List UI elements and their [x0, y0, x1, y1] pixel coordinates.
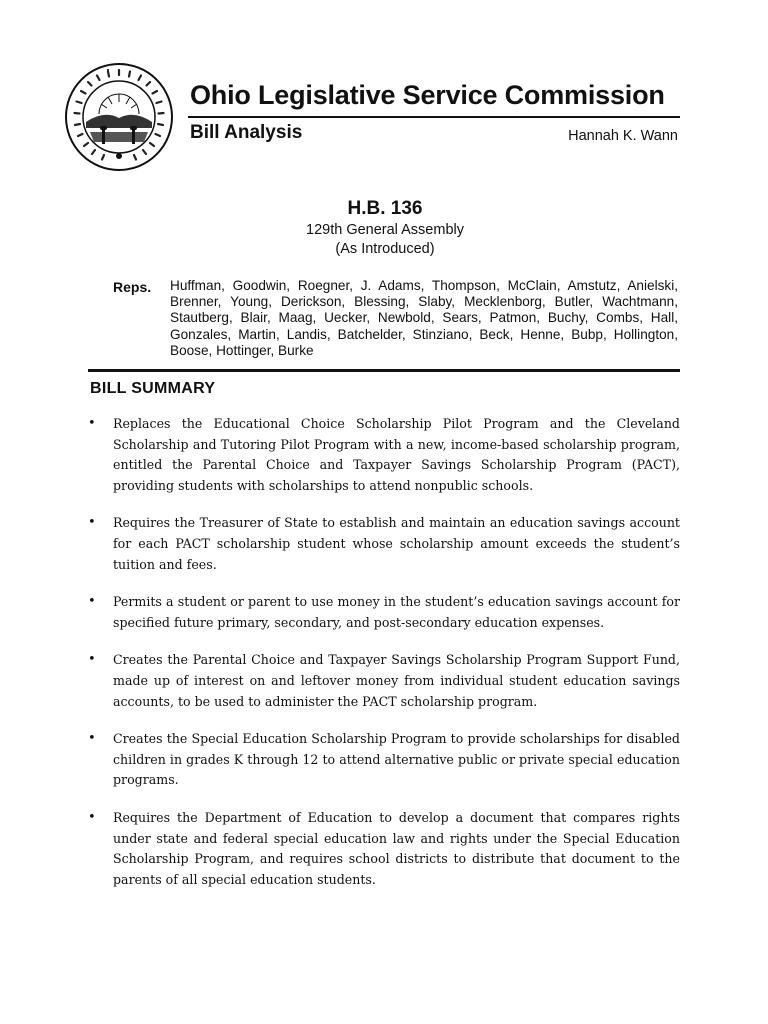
organization-title: Ohio Legislative Service Commission: [190, 80, 665, 110]
sponsors-list: Huffman, Goodwin, Roegner, J. Adams, Thompson, McClain, Amstutz, Anielski, Brenner, Young, Derickson, Blessing, Slaby, Mecklenborg, Butler, Wachtmann, Stautberg, Blair, Maag, Uecker, Newbold, Sears, Patmon, Buchy, Combs, Hall, Gonzales, Martin, Landis, Batchelder, Stinziano, Beck, Henne, Bubp, Hollington, Boose, Hottinger, Burke: [170, 278, 678, 358]
summary-item: [88, 808, 680, 890]
header-rule: [188, 116, 680, 118]
general-assembly: 129th General Assembly: [306, 222, 464, 238]
summary-item-text: Replaces the Educational Choice Scholarship Pilot Program and the Cleveland Scholarship and Tutoring Pilot Program with a new, income-based scholarship program, entitled the Parental Choice and Taxpayer Savings Scholarship Program (PACT), providing students with scholarships to attend nonpublic schools.: [113, 416, 680, 493]
summary-divider: [88, 369, 680, 372]
summary-item: [88, 729, 680, 791]
bullet-icon: •: [88, 515, 96, 531]
summary-heading: BILL SUMMARY: [90, 380, 216, 397]
summary-item: [88, 650, 680, 712]
summary-item-text: Creates the Special Education Scholarship Program to provide scholarships for disabled children in grades K through 12 to attend alternative public or private special education programs.: [113, 731, 680, 788]
bullet-icon: •: [88, 731, 96, 747]
summary-list: [88, 414, 680, 907]
summary-item-text: Creates the Parental Choice and Taxpayer Savings Scholarship Program Support Fund, made up of interest on and leftover money from individual student education savings accounts, to be used to administer the PACT scholarship program.: [113, 652, 680, 709]
bill-number: H.B. 136: [347, 198, 423, 219]
document-type: Bill Analysis: [190, 122, 303, 143]
sponsors-label: Reps.: [113, 279, 152, 295]
bullet-icon: •: [88, 416, 96, 431]
bill-identification: [190, 197, 580, 259]
summary-item-text: Permits a student or parent to use money in the student’s education savings account for specified future primary, secondary, and post-secondary education expenses.: [113, 594, 680, 630]
commission-seal-logo: [64, 62, 174, 172]
bullet-icon: •: [88, 809, 96, 825]
bullet-icon: •: [88, 652, 96, 668]
bullet-icon: •: [88, 594, 96, 610]
bill-status: (As Introduced): [335, 241, 435, 257]
summary-item-text: Requires the Treasurer of State to establish and maintain an education savings account for each PACT scholarship student whose scholarship amount exceeds the student’s tuition and fees.: [113, 515, 680, 572]
author-name: Hannah K. Wann: [568, 128, 678, 144]
summary-item: [88, 414, 680, 496]
summary-item: [88, 592, 680, 633]
summary-item: [88, 513, 680, 575]
summary-item-text: Requires the Department of Education to develop a document that compares rights under state and federal special education law and rights under the Special Education Scholarship Program, and requires school districts to distribute that document to the parents of all special education students.: [113, 809, 680, 887]
